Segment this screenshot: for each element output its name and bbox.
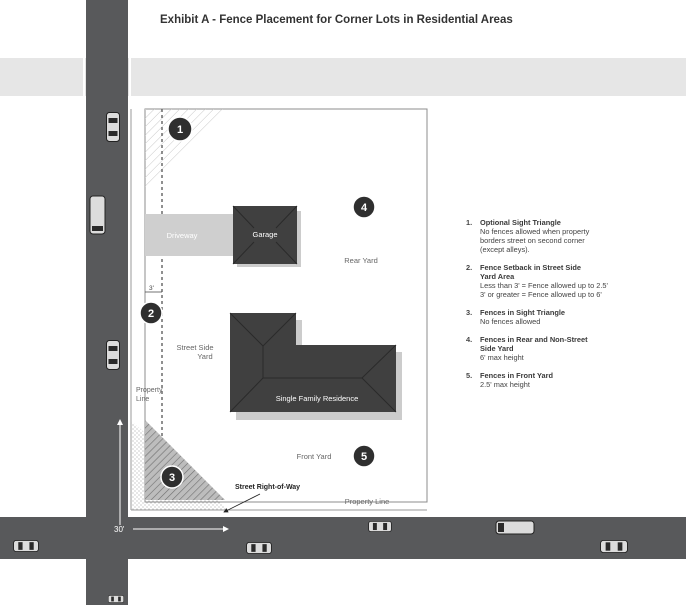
car-icon bbox=[107, 113, 120, 142]
vertical-road bbox=[86, 0, 128, 605]
legend-item-text: 2.5' max height bbox=[480, 380, 530, 389]
van-icon bbox=[90, 196, 105, 234]
marker-1-number: 1 bbox=[176, 124, 184, 136]
car-icon bbox=[14, 540, 39, 551]
legend-item-number: 2. bbox=[466, 263, 473, 272]
rear-yard-label: Rear Yard bbox=[344, 256, 378, 265]
legend-item-text: 6' max height bbox=[480, 353, 524, 362]
legend-item-4 bbox=[466, 335, 681, 362]
legend-item-text: No fences allowed bbox=[480, 317, 541, 326]
marker-1 bbox=[168, 117, 192, 141]
van-icon bbox=[496, 521, 534, 534]
page-title: Exhibit A - Fence Placement for Corner Lots in Residential Areas bbox=[160, 14, 513, 26]
driveway-label: Driveway bbox=[166, 231, 198, 240]
garage-label: Garage bbox=[252, 230, 278, 239]
legend-item-text: borders street on second corner bbox=[480, 236, 585, 245]
property-line-side-label-line2: Line bbox=[136, 396, 150, 403]
front-yard-label: Front Yard bbox=[296, 452, 332, 461]
legend-item-heading: Fences in Front Yard bbox=[480, 371, 553, 380]
car-icon bbox=[247, 542, 272, 553]
legend bbox=[466, 218, 681, 398]
horizontal-road bbox=[0, 517, 686, 559]
legend-item-heading: Fences in Sight Triangle bbox=[480, 308, 566, 317]
marker-3 bbox=[161, 466, 183, 488]
marker-3-number: 3 bbox=[168, 472, 176, 484]
car-icon bbox=[108, 596, 123, 603]
marker-5 bbox=[353, 445, 375, 467]
marker-2 bbox=[140, 302, 162, 324]
dimension-30ft-label: 30' bbox=[114, 525, 125, 534]
setback-3ft-label: 3' bbox=[149, 285, 154, 292]
marker-4 bbox=[353, 196, 375, 218]
right-of-way-pointer bbox=[224, 494, 260, 512]
legend-item-text: No fences allowed when property bbox=[480, 227, 590, 236]
marker-4-number: 4 bbox=[360, 202, 368, 214]
legend-item-number: 5. bbox=[466, 371, 473, 380]
legend-item-2 bbox=[466, 263, 681, 299]
street-side-yard-label-line1: Street Side bbox=[176, 343, 214, 352]
property-boundary bbox=[145, 109, 427, 502]
legend-item-text: (except alleys). bbox=[480, 245, 530, 254]
marker-5-number: 5 bbox=[360, 451, 368, 463]
legend-item-1 bbox=[466, 218, 681, 254]
car-icon bbox=[601, 540, 628, 552]
car-icon bbox=[369, 521, 392, 531]
legend-item-heading: Fences in Rear and Non-Street bbox=[480, 335, 588, 344]
legend-item-number: 3. bbox=[466, 308, 473, 317]
legend-item-3 bbox=[466, 308, 681, 326]
street-right-of-way-label: Street Right-of-Way bbox=[235, 484, 301, 491]
legend-item-text: 3' or greater = Fence allowed up to 6' bbox=[480, 290, 602, 299]
corner-sight-triangle bbox=[131, 420, 229, 510]
street-side-yard-label-line2: Yard bbox=[197, 352, 213, 361]
single-family-residence-label: Single Family Residence bbox=[275, 394, 359, 403]
legend-item-text: Less than 3' = Fence allowed up to 2.5' bbox=[480, 281, 608, 290]
legend-item-heading: Fence Setback in Street Side bbox=[480, 263, 582, 272]
legend-item-number: 1. bbox=[466, 218, 473, 227]
car-icon bbox=[107, 341, 120, 370]
property-line-bottom-label: Property Line bbox=[344, 497, 390, 506]
legend-item-heading: Yard Area bbox=[480, 272, 515, 281]
legend-item-5 bbox=[466, 371, 681, 389]
legend-item-number: 4. bbox=[466, 335, 473, 344]
legend-item-heading: Optional Sight Triangle bbox=[480, 218, 561, 227]
property-line-side-label-line1: Property bbox=[136, 387, 163, 394]
legend-item-heading: Side Yard bbox=[480, 344, 514, 353]
marker-2-number: 2 bbox=[147, 308, 155, 320]
